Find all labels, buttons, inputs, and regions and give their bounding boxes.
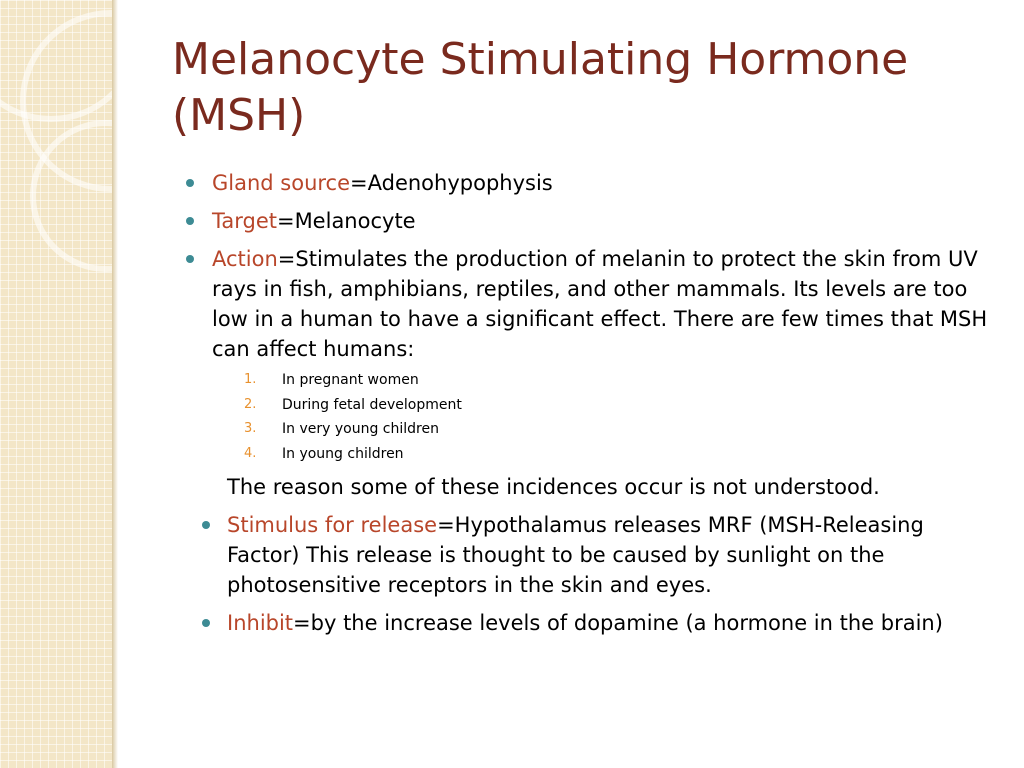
sidebar-divider	[112, 0, 118, 768]
item-number: 3.	[244, 421, 257, 436]
numbered-item	[244, 442, 992, 467]
slide-title: Melanocyte Stimulating Hormone (MSH)	[172, 34, 909, 141]
bullet-dot-icon	[186, 179, 194, 187]
bullet-dot-icon	[186, 255, 194, 263]
term-label: Inhibit	[227, 611, 294, 635]
slide-content	[182, 168, 992, 646]
list-item	[182, 608, 992, 638]
decorative-sidebar	[0, 0, 112, 768]
item-number: 2.	[244, 396, 257, 412]
item-number: 1.	[244, 372, 257, 387]
bullet-dot-icon	[186, 217, 194, 225]
term-label: Target	[212, 209, 277, 233]
bullet-dot-icon	[202, 521, 210, 529]
term-text: =Melanocyte	[276, 209, 416, 233]
list-item	[182, 510, 992, 600]
numbered-item	[244, 368, 992, 393]
item-text: In young children	[282, 445, 404, 462]
item-text: In very young children	[282, 421, 439, 437]
term-text: =Adenohypophysis	[350, 171, 553, 195]
term-label: Gland source	[212, 171, 351, 195]
term-label: Action	[212, 247, 278, 271]
reason-text: The reason some of these incidences occur is not understood.	[227, 475, 880, 499]
list-item	[182, 244, 992, 364]
numbered-list	[244, 368, 992, 466]
numbered-item	[244, 393, 992, 418]
list-item	[182, 206, 992, 236]
term-text: =Stimulates the production of melanin to protect the skin from UV rays in fish, amphibians, reptiles, and other mammals. Its levels are too low in a human to have a significant effect. There are few times that MSH can affect humans:	[212, 247, 988, 361]
item-number: 4.	[244, 445, 257, 461]
term-text: =Hypothalamus releases MRF (MSH-Releasing Factor) This release is thought to be caused by sunlight on the photosensitive receptors in the skin and eyes.	[227, 513, 924, 597]
bullet-dot-icon	[202, 619, 210, 627]
item-text: In pregnant women	[282, 372, 419, 388]
term-text: =by the increase levels of dopamine (a hormone in the brain)	[293, 611, 943, 635]
list-item	[182, 168, 992, 198]
term-label: Stimulus for release	[227, 513, 438, 537]
item-text: During fetal development	[282, 396, 462, 413]
numbered-item	[244, 417, 992, 442]
